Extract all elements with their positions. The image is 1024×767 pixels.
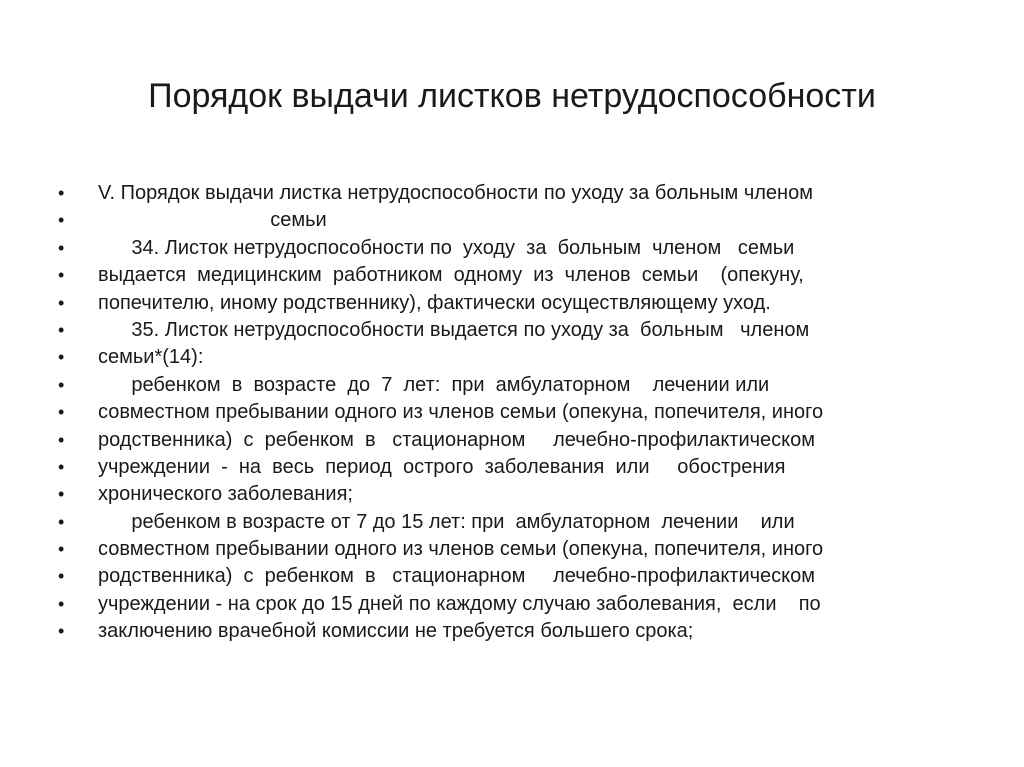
slide-title: Порядок выдачи листков нетрудоспособности (148, 77, 876, 115)
bullet-dot-icon: • (58, 183, 65, 203)
bullet-line (58, 290, 958, 317)
bullet-text: попечителю, иному родственнику), фактически осуществляющему уход. (98, 291, 771, 314)
bullet-line (58, 180, 958, 207)
bullet-line (58, 618, 958, 645)
bullet-dot-icon: • (58, 347, 65, 368)
bullet-dot-icon: • (58, 539, 65, 560)
bullet-line (58, 454, 958, 481)
bullet-line (58, 536, 958, 563)
bullet-text: заключению врачебной комиссии не требуется большего срока; (98, 620, 694, 643)
bullet-text: ребенком в возрасте от 7 до 15 лет: при амбулаторном лечении или (98, 510, 795, 533)
bullet-line (58, 399, 958, 426)
bullet-line (58, 235, 958, 262)
bullet-dot-icon: • (58, 593, 65, 614)
bullet-dot-icon: • (58, 402, 65, 423)
bullet-dot-icon: • (58, 456, 65, 477)
bullet-line (58, 509, 958, 536)
bullet-line (58, 317, 958, 344)
bullet-text: учреждении - на весь период острого заболевания или обострения (98, 455, 786, 478)
bullet-dot-icon: • (58, 374, 65, 395)
bullet-line (58, 344, 958, 371)
bullet-text: семьи (98, 209, 327, 232)
bullet-dot-icon: • (58, 429, 65, 450)
bullet-text: ребенком в возрасте до 7 лет: при амбулаторном лечении или (98, 373, 770, 396)
bullet-list (58, 180, 958, 646)
bullet-dot-icon: • (58, 292, 65, 313)
bullet-dot-icon: • (58, 566, 65, 587)
bullet-dot-icon: • (58, 511, 65, 532)
bullet-dot-icon: • (58, 621, 65, 642)
bullet-text: совместном пребывании одного из членов семьи (опекуна, попечителя, иного (98, 401, 824, 424)
bullet-dot-icon: • (58, 210, 65, 231)
bullet-dot-icon: • (58, 484, 65, 505)
bullet-text: родственника) с ребенком в стационарном лечебно-профилактическом (98, 428, 816, 451)
bullet-text: учреждении - на срок до 15 дней по каждому случаю заболевания, если по (98, 592, 821, 615)
bullet-dot-icon: • (58, 237, 65, 258)
bullet-text: 34. Листок нетрудоспособности по уходу за больным членом семьи (98, 236, 795, 259)
bullet-dot-icon: • (58, 319, 65, 340)
bullet-text: родственника) с ребенком в стационарном лечебно-профилактическом (98, 565, 816, 588)
bullet-text: хронического заболевания; (98, 483, 353, 506)
bullet-line (58, 262, 958, 289)
bullet-text: семьи*(14): (98, 346, 204, 369)
bullet-text: выдается медицинским работником одному из членов семьи (опекуну, (98, 264, 804, 287)
bullet-text: V. Порядок выдачи листка нетрудоспособности по уходу за больным членом (98, 182, 813, 204)
bullet-line (58, 427, 958, 454)
bullet-line (58, 481, 958, 508)
bullet-line (58, 563, 958, 590)
bullet-line (58, 372, 958, 399)
bullet-text: совместном пребывании одного из членов семьи (опекуна, попечителя, иного (98, 538, 824, 561)
bullet-dot-icon: • (58, 265, 65, 286)
bullet-text: 35. Листок нетрудоспособности выдается по уходу за больным членом (98, 318, 810, 341)
bullet-line (58, 207, 958, 234)
bullet-line (58, 591, 958, 618)
